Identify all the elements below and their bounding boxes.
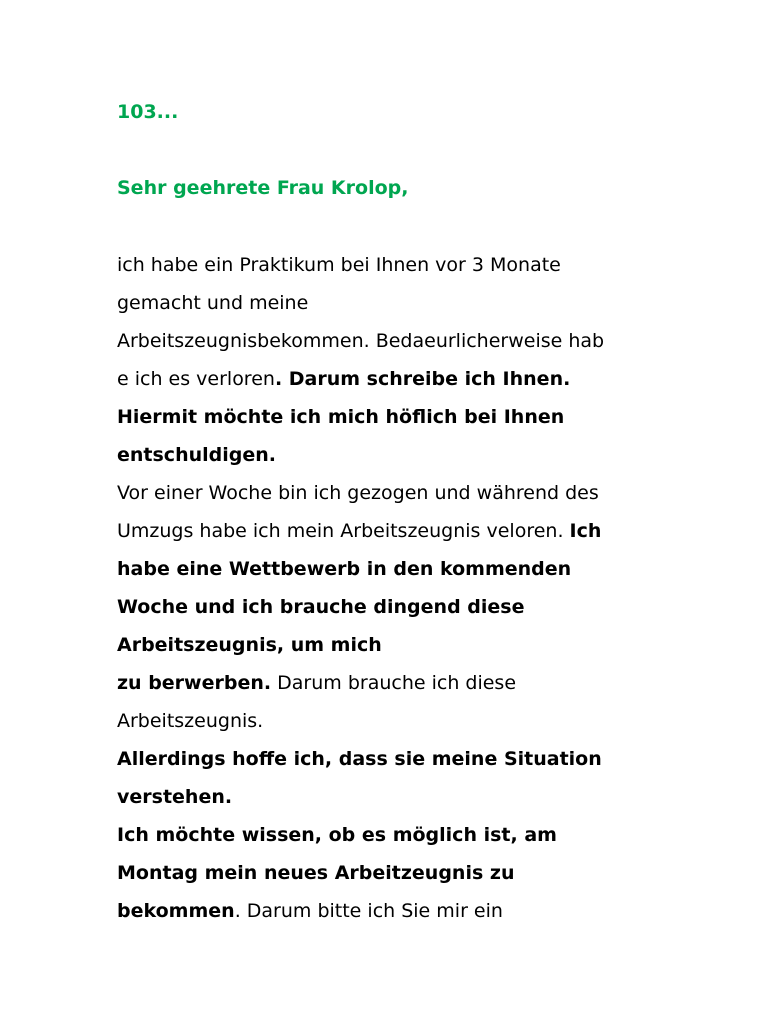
letter-text-bold: entschuldigen.: [117, 444, 276, 466]
letter-text-bold: Ich: [569, 520, 602, 542]
letter-text: Arbeitszeugnis.: [117, 710, 264, 732]
letter-text-bold: Montag mein neues Arbeitzeugnis zu: [117, 862, 515, 884]
letter-line: [117, 246, 657, 284]
letter-text: gemacht und meine: [117, 292, 309, 314]
letter-text-bold: Ich möchte wissen, ob es möglich ist, am: [117, 824, 557, 846]
letter-line: [117, 474, 657, 512]
letter-text-bold: . Darum schreibe ich Ihnen.: [274, 368, 571, 390]
salutation: Sehr geehrete Frau Krolop,: [117, 177, 409, 199]
letter-text: Darum brauche ich diese: [271, 672, 517, 694]
letter-line: [117, 854, 657, 892]
letter-line: [117, 740, 657, 778]
letter-text: e ich es verloren: [117, 368, 275, 390]
letter-line: [117, 778, 657, 816]
letter-line: [117, 626, 657, 664]
letter-text-bold: bekommen: [117, 900, 235, 922]
letter-text: Umzugs habe ich mein Arbeitszeugnis veloren.: [117, 520, 570, 542]
letter-text-bold: Hiermit möchte ich mich höflich bei Ihnen: [117, 406, 565, 428]
letter-text-bold: verstehen.: [117, 786, 233, 808]
letter-text: Arbeitszeugnisbekommen. Bedaeurlicherweise hab: [117, 330, 605, 352]
letter-line: [117, 702, 657, 740]
letter-line: [117, 436, 657, 474]
letter-line: [117, 284, 657, 322]
letter-line: [117, 512, 657, 550]
letter-text-bold: zu berwerben.: [117, 672, 272, 694]
letter-line: [117, 398, 657, 436]
letter-text-bold: habe eine Wettbewerb in den kommenden: [117, 558, 572, 580]
letter-line: [117, 892, 657, 930]
letter-line: [117, 816, 657, 854]
letter-text-bold: Allerdings hoffe ich, dass sie meine Situation: [117, 748, 602, 770]
letter-line: [117, 588, 657, 626]
letter-text-bold: Woche und ich brauche dingend diese: [117, 596, 525, 618]
letter-text: . Darum bitte ich Sie mir ein: [234, 900, 503, 922]
letter-text: Vor einer Woche bin ich gezogen und während des: [117, 482, 599, 504]
letter-body: [117, 246, 657, 930]
letter-text-bold: Arbeitszeugnis, um mich: [117, 634, 382, 656]
letter-line: [117, 550, 657, 588]
letter-line: [117, 664, 657, 702]
document-number: 103...: [117, 101, 179, 123]
letter-line: [117, 360, 657, 398]
letter-text: ich habe ein Praktikum bei Ihnen vor 3 Monate: [117, 254, 561, 276]
letter-line: [117, 322, 657, 360]
